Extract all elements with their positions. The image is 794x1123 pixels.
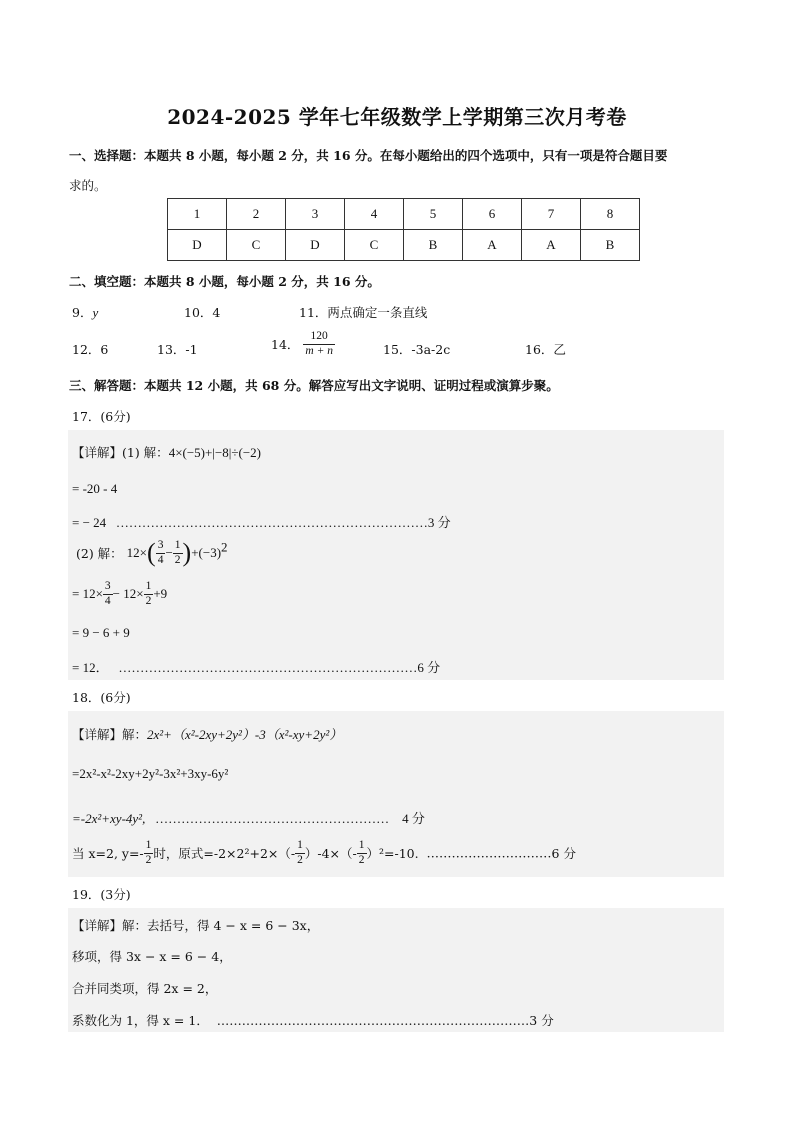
table-cell: D [286, 230, 345, 261]
table-cell: A [463, 230, 522, 261]
q17-line-1: 【详解】(1) 解：4×(−5)+|−8|÷(−2) [72, 445, 262, 460]
answer-14: 14． $\frac{120}{m + n}$ [271, 330, 333, 357]
q17-line-7: = 12． ……………………………………………………………6 分 [72, 660, 441, 675]
section1-heading-cont: 求的。 [69, 178, 107, 193]
table-cell: A [522, 230, 581, 261]
table-cell: 4 [345, 199, 404, 230]
q19-label: 19．(3分) [72, 887, 131, 902]
fraction: $\frac{120}{m + n}$ [305, 330, 333, 357]
table-cell: D [168, 230, 227, 261]
table-cell: 7 [522, 199, 581, 230]
answer-10: 10．4 [184, 305, 221, 320]
table-cell: C [345, 230, 404, 261]
answer-table-numbers-row [168, 199, 640, 230]
q18-line-2: =2x²-x²-2xy+2y²-3x²+3xy-6y² [72, 766, 229, 781]
q18-line-4: 当 x=2, y=- $\frac{1}{2}$ 时，原式=-2×2²+2×（- $\frac{1}{2}$ ）-4×（- $\frac{1}{2}$ ）²=-10. …………………………6 分 [72, 839, 576, 866]
table-cell: 5 [404, 199, 463, 230]
table-cell: 2 [227, 199, 286, 230]
q17-line-4: (2) 解： 12×( $\frac{3}{4}$ − $\frac{1}{2}$ )$+(-3)^2$ [76, 538, 228, 567]
answer-11: 11．两点确定一条直线 [299, 305, 428, 320]
q17-line-5: = 12× $\frac{3}{4}$ − 12× $\frac{1}{2}$ +9 [72, 580, 168, 607]
section3-heading: 三、解答题：本题共 12 小题，共 68 分。解答应写出文字说明、证明过程或演算步聚。 [69, 378, 559, 393]
answer-15: 15．-3a-2c [383, 342, 451, 357]
table-cell: C [227, 230, 286, 261]
table-cell: B [404, 230, 463, 261]
answer-16: 16．乙 [525, 342, 566, 357]
q18-line-1: 【详解】解：2x²+（x²-2xy+2y²）-3（x²-xy+2y²） [72, 727, 343, 742]
section1-heading: 一、选择题：本题共 8 小题，每小题 2 分，共 16 分。在每小题给出的四个选项中，只有一项是符合题目要 [69, 148, 668, 163]
table-cell: 1 [168, 199, 227, 230]
q17-line-3: = − 24 ………………………………………………………………3 分 [72, 515, 451, 530]
section2-heading: 二、填空题：本题共 8 小题，每小题 2 分，共 16 分。 [69, 274, 380, 289]
table-cell: 8 [581, 199, 640, 230]
answer-13: 13．-1 [157, 342, 198, 357]
q19-line-1: 【详解】解：去括号，得 4 − x = 6 − 3x， [72, 918, 320, 933]
table-cell: 6 [463, 199, 522, 230]
q19-line-3: 合并同类项，得 2x = 2， [72, 981, 218, 996]
table-cell: 3 [286, 199, 345, 230]
answer-table [167, 198, 640, 261]
q19-line-4: 系数化为 1，得 x = 1． …………………………………………………………………3 分 [72, 1013, 554, 1028]
table-cell: B [581, 230, 640, 261]
q18-line-3: =-2x²+xy-4y², ……………………………………………… 4 分 [72, 811, 425, 826]
q19-line-2: 移项，得 3x − x = 6 − 4， [72, 949, 232, 964]
answer-table-answers-row [168, 230, 640, 261]
page-title: 2024-2025 学年七年级数学上学期第三次月考卷 [167, 105, 627, 129]
q18-label: 18．(6分) [72, 690, 131, 705]
q17-line-6: = 9 − 6 + 9 [72, 625, 130, 640]
answer-12: 12．6 [72, 342, 109, 357]
q17-line-2: = -20 - 4 [72, 481, 118, 496]
answer-9: 9．y [72, 305, 99, 320]
q17-label: 17．(6分) [72, 409, 131, 424]
